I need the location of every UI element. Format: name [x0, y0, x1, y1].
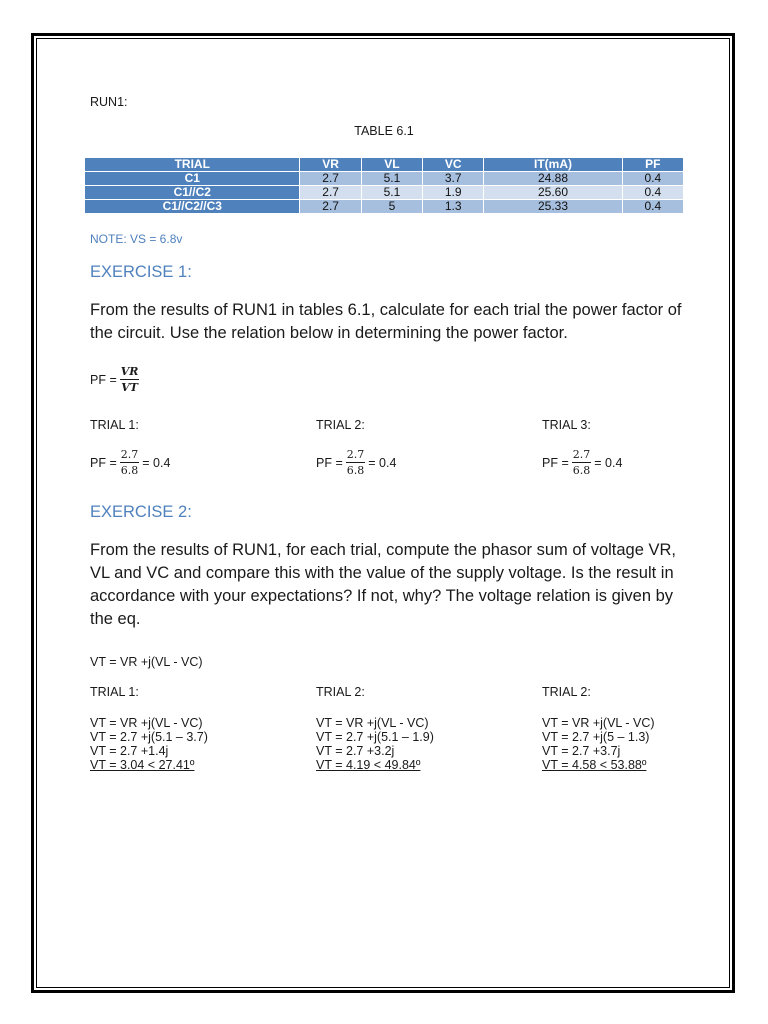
exercise2-trial-label: TRIAL 1:	[90, 685, 139, 699]
fraction-denominator: VT	[121, 381, 138, 394]
table-row	[85, 172, 683, 185]
table-header-row	[85, 158, 683, 171]
table-cell: 25.60	[484, 186, 621, 199]
formula-fraction	[346, 448, 366, 477]
formula-result: = 0.4	[142, 455, 171, 470]
fraction-denominator: 6.8	[346, 464, 365, 477]
work-line: VT = VR +j(VL - VC)	[316, 716, 429, 730]
table-cell: 5.1	[362, 186, 422, 199]
table-row	[85, 186, 683, 199]
fraction-denominator: 6.8	[572, 464, 591, 477]
table-note: NOTE: VS = 6.8v	[90, 232, 183, 246]
table-cell: 0.4	[623, 186, 683, 199]
exercise2-trial-work	[316, 716, 434, 772]
formula-lhs: PF =	[90, 455, 117, 470]
exercise1-trial-label: TRIAL 1:	[90, 418, 139, 432]
voltage-relation: VT = VR +j(VL - VC)	[90, 655, 203, 669]
pf-formula	[90, 365, 142, 394]
work-result: VT = 4.58 < 53.88º	[542, 758, 647, 772]
formula-lhs: PF =	[316, 455, 343, 470]
formula-result: = 0.4	[368, 455, 397, 470]
work-line: VT = 2.7 +j(5.1 – 3.7)	[90, 730, 208, 744]
table-cell: 2.7	[300, 172, 360, 185]
work-line: VT = 2.7 +j(5 – 1.3)	[542, 730, 650, 744]
table-cell-trial: C1	[85, 172, 299, 185]
column-header: VL	[362, 158, 422, 171]
column-header: IT(mA)	[484, 158, 621, 171]
work-line: VT = 2.7 +3.7j	[542, 744, 621, 758]
work-line: VT = VR +j(VL - VC)	[90, 716, 203, 730]
table-cell: 2.7	[300, 186, 360, 199]
exercise2-trial-work	[542, 716, 655, 772]
formula-fraction	[120, 448, 140, 477]
exercise2-trial-label: TRIAL 2:	[542, 685, 591, 699]
column-header: VC	[423, 158, 483, 171]
exercise1-trial-label: TRIAL 3:	[542, 418, 591, 432]
exercise1-text: From the results of RUN1 in tables 6.1, calculate for each trial the power factor of the circuit. Use the relation below in determining the power factor.	[90, 301, 682, 342]
table-cell: 1.9	[423, 186, 483, 199]
fraction-numerator: VR	[120, 365, 139, 378]
formula-fraction	[572, 448, 592, 477]
table-cell: 2.7	[300, 200, 360, 213]
work-line: VT = 2.7 +1.4j	[90, 744, 169, 758]
exercise1-trial-label: TRIAL 2:	[316, 418, 365, 432]
fraction-numerator: 2.7	[120, 448, 139, 461]
table-cell: 3.7	[423, 172, 483, 185]
exercise1-trial-formula	[316, 448, 396, 477]
exercise2-trial-label: TRIAL 2:	[316, 685, 365, 699]
table-row	[85, 200, 683, 213]
table-cell: 0.4	[623, 172, 683, 185]
column-header: TRIAL	[85, 158, 299, 171]
exercise2-text: From the results of RUN1, for each trial, compute the phasor sum of voltage VR, VL and VC and compare this with the value of the supply voltage. Is the result in accordance with your expectations? If not, why? The voltage relation is given by the eq.	[90, 541, 676, 628]
fraction-numerator: 2.7	[572, 448, 591, 461]
column-header: VR	[300, 158, 360, 171]
exercise1-trial-formula	[90, 448, 170, 477]
exercise1-trial-formula	[542, 448, 622, 477]
table-cell: 5	[362, 200, 422, 213]
table-cell: 24.88	[484, 172, 621, 185]
formula-result: = 0.4	[594, 455, 623, 470]
exercise2-heading: EXERCISE 2:	[90, 503, 192, 521]
table-cell-trial: C1//C2//C3	[85, 200, 299, 213]
table-cell: 0.4	[623, 200, 683, 213]
table-cell: 1.3	[423, 200, 483, 213]
table-cell: 25.33	[484, 200, 621, 213]
formula-lhs: PF =	[90, 372, 117, 387]
run-label: RUN1:	[90, 95, 128, 109]
work-result: VT = 3.04 < 27.41º	[90, 758, 195, 772]
formula-fraction	[120, 365, 140, 394]
results-table	[84, 157, 684, 214]
exercise2-trial-work	[90, 716, 208, 772]
table-cell: 5.1	[362, 172, 422, 185]
fraction-numerator: 2.7	[346, 448, 365, 461]
table-title: TABLE 6.1	[354, 124, 414, 138]
exercise1-heading: EXERCISE 1:	[90, 263, 192, 281]
work-line: VT = 2.7 +j(5.1 – 1.9)	[316, 730, 434, 744]
work-line: VT = VR +j(VL - VC)	[542, 716, 655, 730]
column-header: PF	[623, 158, 683, 171]
formula-lhs: PF =	[542, 455, 569, 470]
work-result: VT = 4.19 < 49.84º	[316, 758, 421, 772]
table-cell-trial: C1//C2	[85, 186, 299, 199]
work-line: VT = 2.7 +3.2j	[316, 744, 395, 758]
fraction-denominator: 6.8	[120, 464, 139, 477]
